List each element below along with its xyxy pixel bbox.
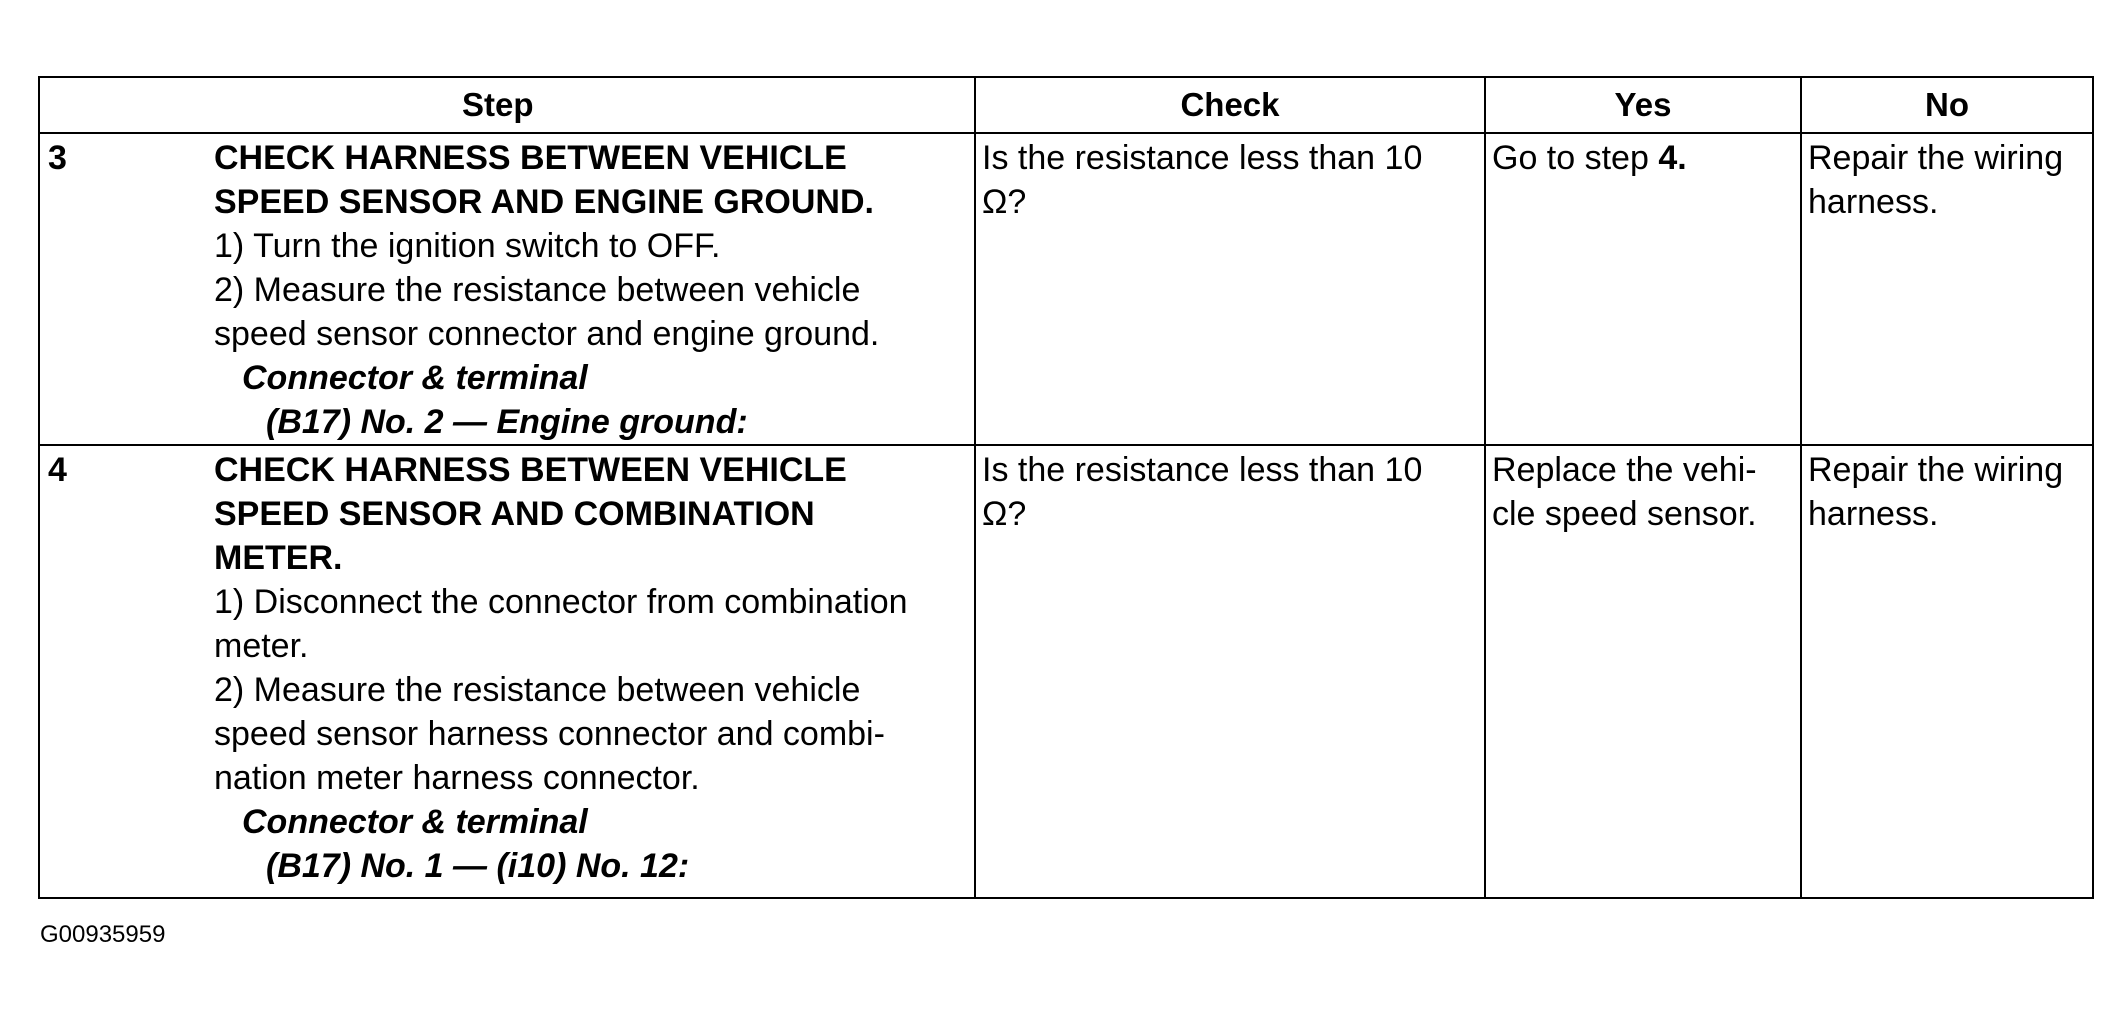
no-line: harness. (1808, 183, 1939, 221)
check-line: Ω? (982, 495, 1027, 533)
step-title-line: METER. (214, 539, 343, 577)
check-line: Is the resistance less than 10 (982, 451, 1423, 489)
step-instruction-line: 2) Measure the resistance between vehicle (214, 671, 861, 709)
yes-cell (1485, 133, 1801, 445)
yes-cell (1485, 445, 1801, 898)
check-line: Is the resistance less than 10 (982, 139, 1423, 177)
header-check: Check (975, 77, 1485, 133)
no-line: Repair the wiring (1808, 139, 2064, 177)
table-row (39, 445, 2093, 898)
figure-id: G00935959 (40, 921, 166, 948)
connector-label: Connector & terminal (242, 359, 588, 397)
step-instruction-line: 2) Measure the resistance between vehicle (214, 271, 861, 309)
no-cell (1801, 133, 2093, 445)
connector-label: Connector & terminal (242, 803, 588, 841)
step-body (214, 446, 974, 888)
no-line: harness. (1808, 495, 1939, 533)
no-line: Repair the wiring (1808, 451, 2064, 489)
table-row (39, 133, 2093, 445)
step-cell (39, 133, 975, 445)
step-title-line: SPEED SENSOR AND ENGINE GROUND. (214, 183, 874, 221)
check-line: Ω? (982, 183, 1027, 221)
yes-step-ref: 4. (1658, 139, 1687, 177)
step-instruction-line: nation meter harness connector. (214, 759, 700, 797)
connector-value: (B17) No. 1 — (i10) No. 12: (266, 847, 690, 885)
step-cell (39, 445, 975, 898)
step-body (214, 134, 974, 444)
step-title-line: CHECK HARNESS BETWEEN VEHICLE (214, 451, 847, 489)
table-header-row (39, 77, 2093, 133)
step-instruction-line: 1) Disconnect the connector from combination (214, 583, 908, 621)
step-number: 4 (48, 451, 67, 489)
yes-line: cle speed sensor. (1492, 495, 1757, 533)
header-yes: Yes (1485, 77, 1801, 133)
header-step: Step (39, 77, 975, 133)
yes-prefix: Go to step (1492, 139, 1659, 177)
yes-line: Replace the vehi- (1492, 451, 1757, 489)
step-title-line: CHECK HARNESS BETWEEN VEHICLE (214, 139, 847, 177)
header-no: No (1801, 77, 2093, 133)
yes-line (1492, 136, 1794, 180)
step-instruction-line: speed sensor connector and engine ground. (214, 315, 880, 353)
step-number: 3 (48, 139, 67, 177)
no-cell (1801, 445, 2093, 898)
step-instruction-line: meter. (214, 627, 309, 665)
step-instruction-line: speed sensor harness connector and combi- (214, 715, 885, 753)
step-instruction-line: 1) Turn the ignition switch to OFF. (214, 227, 721, 265)
check-cell (975, 133, 1485, 445)
diagnostic-table (38, 76, 2094, 899)
step-title-line: SPEED SENSOR AND COMBINATION (214, 495, 815, 533)
connector-value: (B17) No. 2 — Engine ground: (266, 403, 748, 441)
check-cell (975, 445, 1485, 898)
